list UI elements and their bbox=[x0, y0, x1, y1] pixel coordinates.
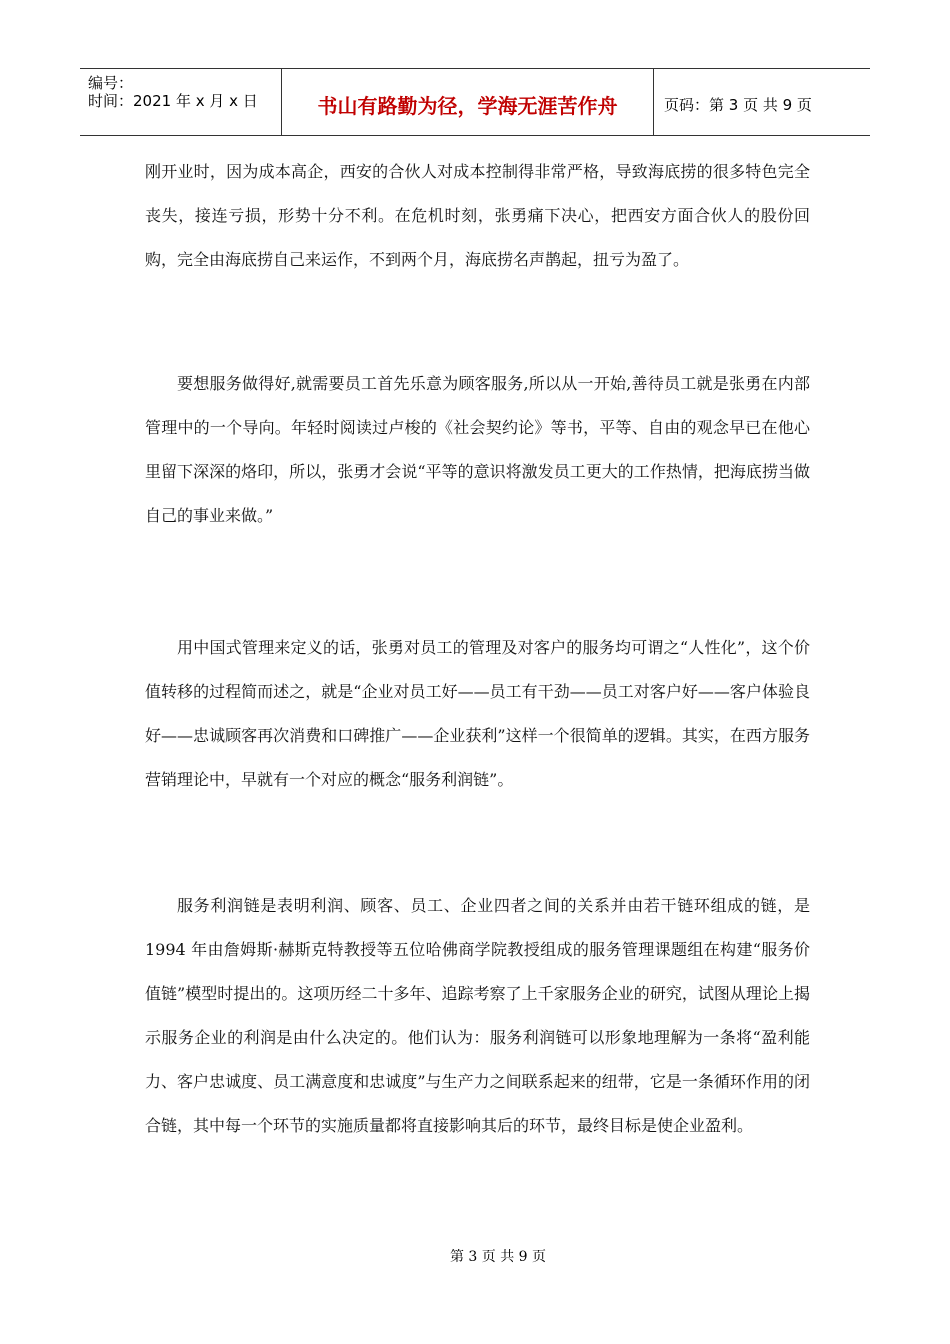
body-paragraph: 刚开业时，因为成本高企，西安的合伙人对成本控制得非常严格，导致海底捞的很多特色完全丧失，接连亏损，形势十分不利。在危机时刻，张勇痛下决心，把西安方面合伙人的股份回购，完全由海底捞自己来运作，不到两个月，海底捞名声鹊起，扭亏为盈了。 bbox=[145, 162, 810, 269]
document-date: 时间：2021 年 x 月 x 日 bbox=[88, 92, 258, 110]
header-page-info: 页码：第 3 页 共 9 页 bbox=[664, 96, 812, 114]
header-page-cell bbox=[654, 69, 870, 135]
header-meta-cell bbox=[80, 69, 282, 135]
document-number-label: 编号： bbox=[88, 74, 134, 92]
body-paragraph: 服务利润链是表明利润、顾客、员工、企业四者之间的关系并由若干链环组成的链，是 1994 年由詹姆斯·赫斯克特教授等五位哈佛商学院教授组成的服务管理课题组在构建“服务价值链”模型时提出的。这项历经二十多年、追踪考察了上千家服务企业的研究，试图从理论上揭示服务企业的利润是由什么决定的。他们认为：服务利润链可以形象地理解为一条将“盈利能力、客户忠诚度、员工满意度和忠诚度”与生产力之间联系起来的纽带，它是一条循环作用的闭合链，其中每一个环节的实施质量都将直接影响其后的环节，最终目标是使企业盈利。 bbox=[145, 896, 810, 1135]
body-paragraph: 要想服务做得好,就需要员工首先乐意为顾客服务,所以从一开始,善待员工就是张勇在内部管理中的一个导向。年轻时阅读过卢梭的《社会契约论》等书，平等、自由的观念早已在他心里留下深深的烙印，所以，张勇才会说“平等的意识将激发员工更大的工作热情，把海底捞当做自己的事业来做。” bbox=[145, 374, 810, 525]
header-motto: 书山有路勤为径，学海无涯苦作舟 bbox=[317, 94, 618, 118]
page-footer: 第 3 页 共 9 页 bbox=[449, 1249, 547, 1265]
body-paragraph: 用中国式管理来定义的话，张勇对员工的管理及对客户的服务均可谓之“人性化”，这个价值转移的过程简而述之，就是“企业对员工好——员工有干劲——员工对客户好——客户体验良好——忠诚顾客再次消费和口碑推广——企业获利”这样一个很简单的逻辑。其实，在西方服务营销理论中，早就有一个对应的概念“服务利润链”。 bbox=[145, 638, 810, 789]
document-header bbox=[80, 68, 870, 136]
header-motto-cell bbox=[282, 69, 654, 135]
